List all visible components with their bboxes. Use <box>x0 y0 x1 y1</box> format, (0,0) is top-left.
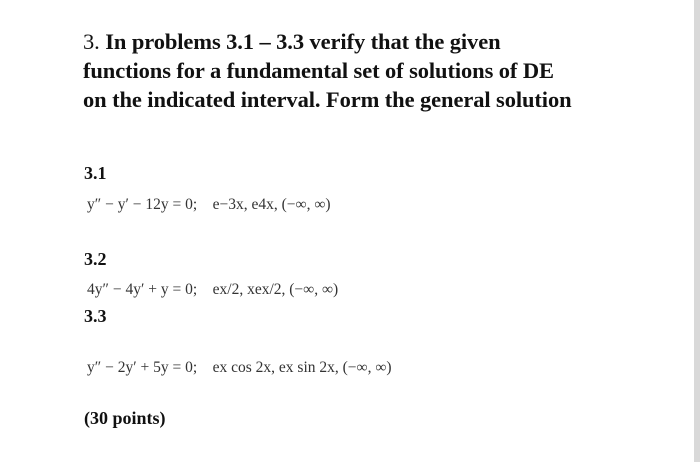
solution-functions-3-3: ex cos 2x, ex sin 2x, (−∞, ∞) <box>212 359 392 376</box>
page-edge <box>694 0 700 462</box>
solution-functions-3-1: e−3x, e4x, (−∞, ∞) <box>212 196 331 213</box>
solution-functions-3-2: ex/2, xex/2, (−∞, ∞) <box>212 281 339 298</box>
problem-number: 3. <box>83 29 100 54</box>
differential-equation-3-1: y″ − y′ − 12y = 0; <box>87 196 198 213</box>
differential-equation-3-3: y″ − 2y′ + 5y = 0; <box>87 359 198 376</box>
problem-heading <box>83 27 643 114</box>
heading-line-2: functions for a fundamental set of solutions of DE <box>83 58 554 83</box>
part-equation-3-2 <box>87 281 338 299</box>
part-equation-3-3 <box>87 359 392 377</box>
differential-equation-3-2: 4y″ − 4y′ + y = 0; <box>87 281 198 298</box>
part-equation-3-1 <box>87 196 331 214</box>
part-label-3-3: 3.3 <box>84 306 107 326</box>
points-value: (30 points) <box>84 408 166 428</box>
heading-line-1: In problems 3.1 – 3.3 verify that the given <box>105 29 501 54</box>
heading-line-3: on the indicated interval. Form the general solution <box>83 87 572 112</box>
part-label-3-1: 3.1 <box>84 163 107 183</box>
part-label-3-2: 3.2 <box>84 249 107 269</box>
